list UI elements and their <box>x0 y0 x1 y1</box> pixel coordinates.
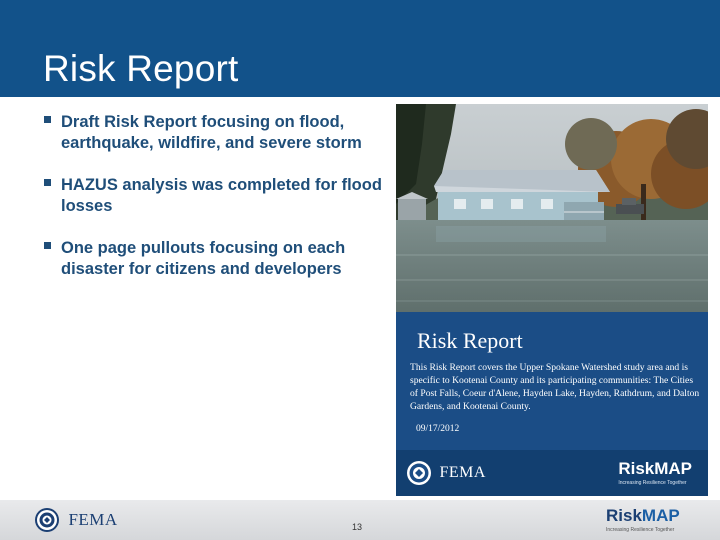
cover-fema-text: FEMA <box>439 464 486 481</box>
footer-riskmap-text <box>606 506 680 526</box>
bullet-text: One page pullouts focusing on each disaster for citizens and developers <box>61 239 346 278</box>
cover-description: This Risk Report covers the Upper Spokane Watershed study area and is specific to Kootenai County and its participating communities: The Cities of Post Falls, Coeur d'Alene, Hayden Lake, Hayden, Rathdrum, and Dalton Gardens, and Kootenai County. <box>410 362 700 412</box>
footer-riskmap-tagline: Increasing Resilience Together <box>606 527 675 533</box>
square-bullet-icon <box>44 116 51 123</box>
cover-riskmap-text: RiskMAP <box>618 459 692 478</box>
cover-footer <box>396 450 708 496</box>
footer-riskmap-logo <box>606 506 680 533</box>
cover-riskmap-tagline: Increasing Resilience Together <box>618 480 687 486</box>
cover-title: Risk Report <box>417 328 523 353</box>
bullet-item <box>42 175 387 216</box>
report-cover-image <box>396 104 708 496</box>
dhs-seal-icon <box>406 460 432 486</box>
dhs-seal-icon <box>34 507 60 533</box>
cover-fema-logo <box>406 460 486 486</box>
cover-riskmap-logo <box>618 459 692 486</box>
bullet-item <box>42 238 387 279</box>
footer-fema-text: FEMA <box>68 510 118 529</box>
bullet-list <box>42 112 387 301</box>
slide-title: Risk Report <box>43 48 239 89</box>
page-number: 13 <box>352 522 363 532</box>
bullet-text: HAZUS analysis was completed for flood losses <box>61 176 382 215</box>
bullet-text: Draft Risk Report focusing on flood, earthquake, wildfire, and severe storm <box>61 113 362 152</box>
title-bar <box>0 0 720 97</box>
bullet-item <box>42 112 387 153</box>
square-bullet-icon <box>44 242 51 249</box>
footer-fema-logo <box>34 507 118 533</box>
slide-footer <box>0 500 720 540</box>
cover-date: 09/17/2012 <box>416 424 460 434</box>
footer-riskmap-map: MAP <box>641 506 680 525</box>
flooded-house-photo <box>396 104 708 312</box>
square-bullet-icon <box>44 179 51 186</box>
footer-riskmap-risk: Risk <box>606 506 642 525</box>
